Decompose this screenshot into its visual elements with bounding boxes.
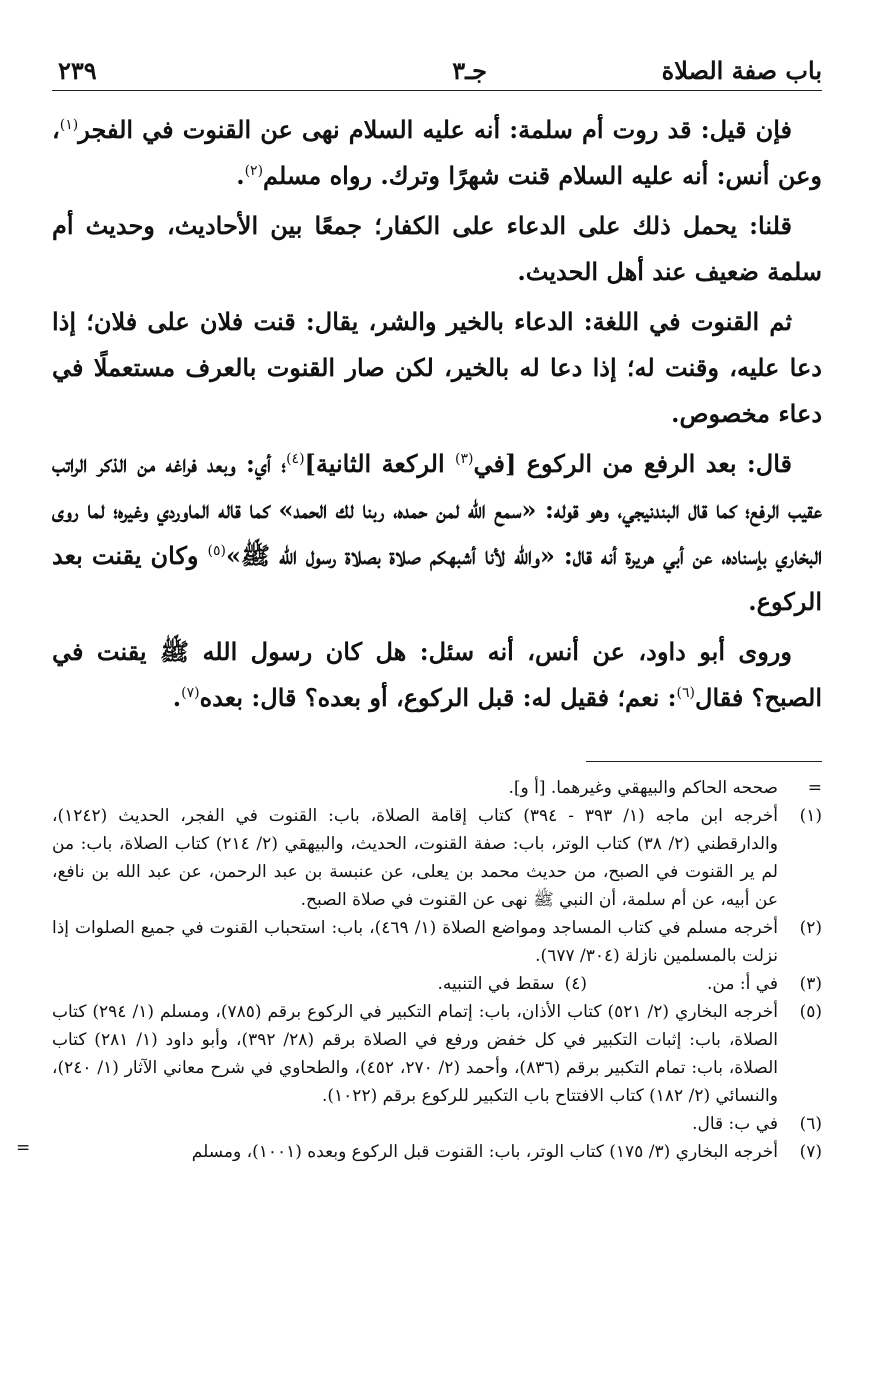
footnote-text: أخرجه ابن ماجه (١/ ٣٩٣ - ٣٩٤) كتاب إقامة الصلاة، باب: القنوت في الفجر، الحديث (١٢٤٢)، والدارقطني (٢/ ٣٨) كتاب الوتر، باب: صفة القنوت، الحديث، والبيهقي (٢/ ٢١٤) كتاب الصلاة، باب: من لم ير القنوت في الصبح، من حديث محمد بن يعلى، عن عنبسة بن عبد الرحمن، عن عبد الله بن نافع، عن أبيه، عن أم سلمة، أن النبي ﷺ نهى عن القنوت في صلاة الصبح. (52, 806, 778, 910)
text-segment: : نعم؛ فقيل له: قبل الركوع، أو بعده؟ قال: بعده (199, 683, 677, 712)
paragraph-definition: ثم القنوت في اللغة: الدعاء بالخير والشر، يقال: قنت فلان على فلان؛ إذا دعا عليه، وقنت له؛ إذا دعا له بالخير، لكن صار القنوت بالعرف مستعملًا في دعاء مخصوص. (52, 307, 822, 428)
text-segment: ، وعن أنس: أنه عليه السلام قنت شهرًا وترك. رواه مسلم (52, 115, 822, 190)
text-segment: فإن قيل: قد روت أم سلمة: أنه عليه السلام نهى عن القنوت في الفجر (78, 115, 792, 144)
footnote-number: (٧) (799, 1142, 822, 1162)
footnote-1 (52, 802, 822, 914)
book-page (16, 40, 822, 1350)
footnote-ref: (٥) (207, 543, 226, 559)
footnote-continued (52, 774, 822, 802)
footnote-separator (586, 761, 822, 762)
footnote-number: (٤) (564, 974, 587, 994)
text-segment: ؛ أي: وبعد فراغه من الذكر الراتب عقيب الرفع؛ كما قال البندنيجي، وهو قوله: «سمع الله لمن حمده، ربنا لك الحمد» كما قاله الماوردي وغيره؛ لما روى البخاري بإسناده، عن أبي هريرة أنه قال: «والله لأنا أشبهكم صلاة بصلاة رسول الله ﷺ» (52, 449, 822, 570)
footnotes (16, 774, 822, 1166)
footnote-number: (٢) (799, 918, 822, 938)
text-segment: قال: بعد الرفع من الركوع [في (473, 449, 792, 478)
footnote-text: أخرجه البخاري (٢/ ٥٢١) كتاب الأذان، باب: إتمام التكبير في الركوع برقم (٧٨٥)، ومسلم (١/ ٢٩٤) كتاب الصلاة، باب: إثبات التكبير في كل خفض ورفع في الصلاة برقم (٢٨/ ٣٩٢)، وأبو داود (١/ ٢٨١) كتاب الصلاة، باب: تمام التكبير برقم (٨٣٦)، وأحمد (٢/ ٢٧٠، ٤٥٢)، والطحاوي في شرح معاني الآثار (١/ ٢٤٠)، والنسائي (٢/ ١٨٢) كتاب الافتتاح باب التكبير للركوع برقم (١٠٢٢). (52, 1002, 778, 1106)
text-segment: وكان يقنت بعد الركوع. (52, 541, 822, 616)
footnote-5 (52, 998, 822, 1110)
footnote-text: في أ: من. (706, 974, 778, 994)
footnote-ref: (٣) (455, 451, 474, 467)
continuation-mark: = (16, 1138, 31, 1158)
footnote-6 (52, 1110, 822, 1138)
footnote-number: (٥) (799, 1002, 822, 1022)
main-text (52, 107, 822, 721)
volume-label: جـ٣ (452, 56, 487, 85)
footnote-ref: (٤) (286, 451, 305, 467)
footnote-ref: (١) (59, 117, 79, 133)
page-number: ٢٣٩ (58, 56, 97, 85)
footnote-row (52, 970, 778, 998)
footnote-text: في ب: قال. (692, 1114, 778, 1134)
footnote-text: أخرجه مسلم في كتاب المساجد ومواضع الصلاة (١/ ٤٦٩)، باب: استحباب القنوت في جميع الصلوات إذا نزلت بالمسلمين نازلة (٣٠٤/ ٦٧٧). (52, 918, 778, 966)
paragraph-abu-dawud (52, 629, 822, 721)
paragraph-objection (52, 107, 822, 199)
text-segment: الركعة الثانية] (304, 449, 456, 478)
running-header (52, 40, 822, 91)
text-segment: وروى أبو داود، عن أنس، أنه سئل: هل كان رسول الله ﷺ يقنت في الصبح؟ فقال (52, 637, 822, 712)
footnote-7 (16, 1138, 822, 1166)
paragraph-timing (52, 441, 822, 625)
footnote-number: (١) (799, 806, 822, 826)
footnote-text: أخرجه البخاري (٣/ ١٧٥) كتاب الوتر، باب: القنوت قبل الركوع وبعده (١٠٠١)، ومسلم (191, 1142, 778, 1162)
footnote-text: صححه الحاكم والبيهقي وغيرهما. [أ و]. (508, 778, 778, 798)
chapter-title: باب صفة الصلاة (661, 56, 822, 85)
footnote-ref: (٦) (676, 685, 696, 701)
paragraph-reply: قلنا: يحمل ذلك على الدعاء على الكفار؛ جمعًا بين الأحاديث، وحديث أم سلمة ضعيف عند أهل الحديث. (52, 211, 822, 286)
footnote-3-4 (52, 970, 822, 998)
footnote-number: = (807, 778, 822, 798)
footnote-ref: (٧) (181, 685, 200, 701)
footnote-number: (٣) (799, 974, 822, 994)
footnote-2 (52, 914, 822, 970)
text-segment: . (172, 683, 182, 712)
footnote-text: سقط في التنبيه. (437, 974, 555, 994)
footnote-ref: (٢) (244, 163, 264, 179)
text-segment: . (236, 161, 245, 190)
footnote-number: (٦) (799, 1114, 822, 1134)
